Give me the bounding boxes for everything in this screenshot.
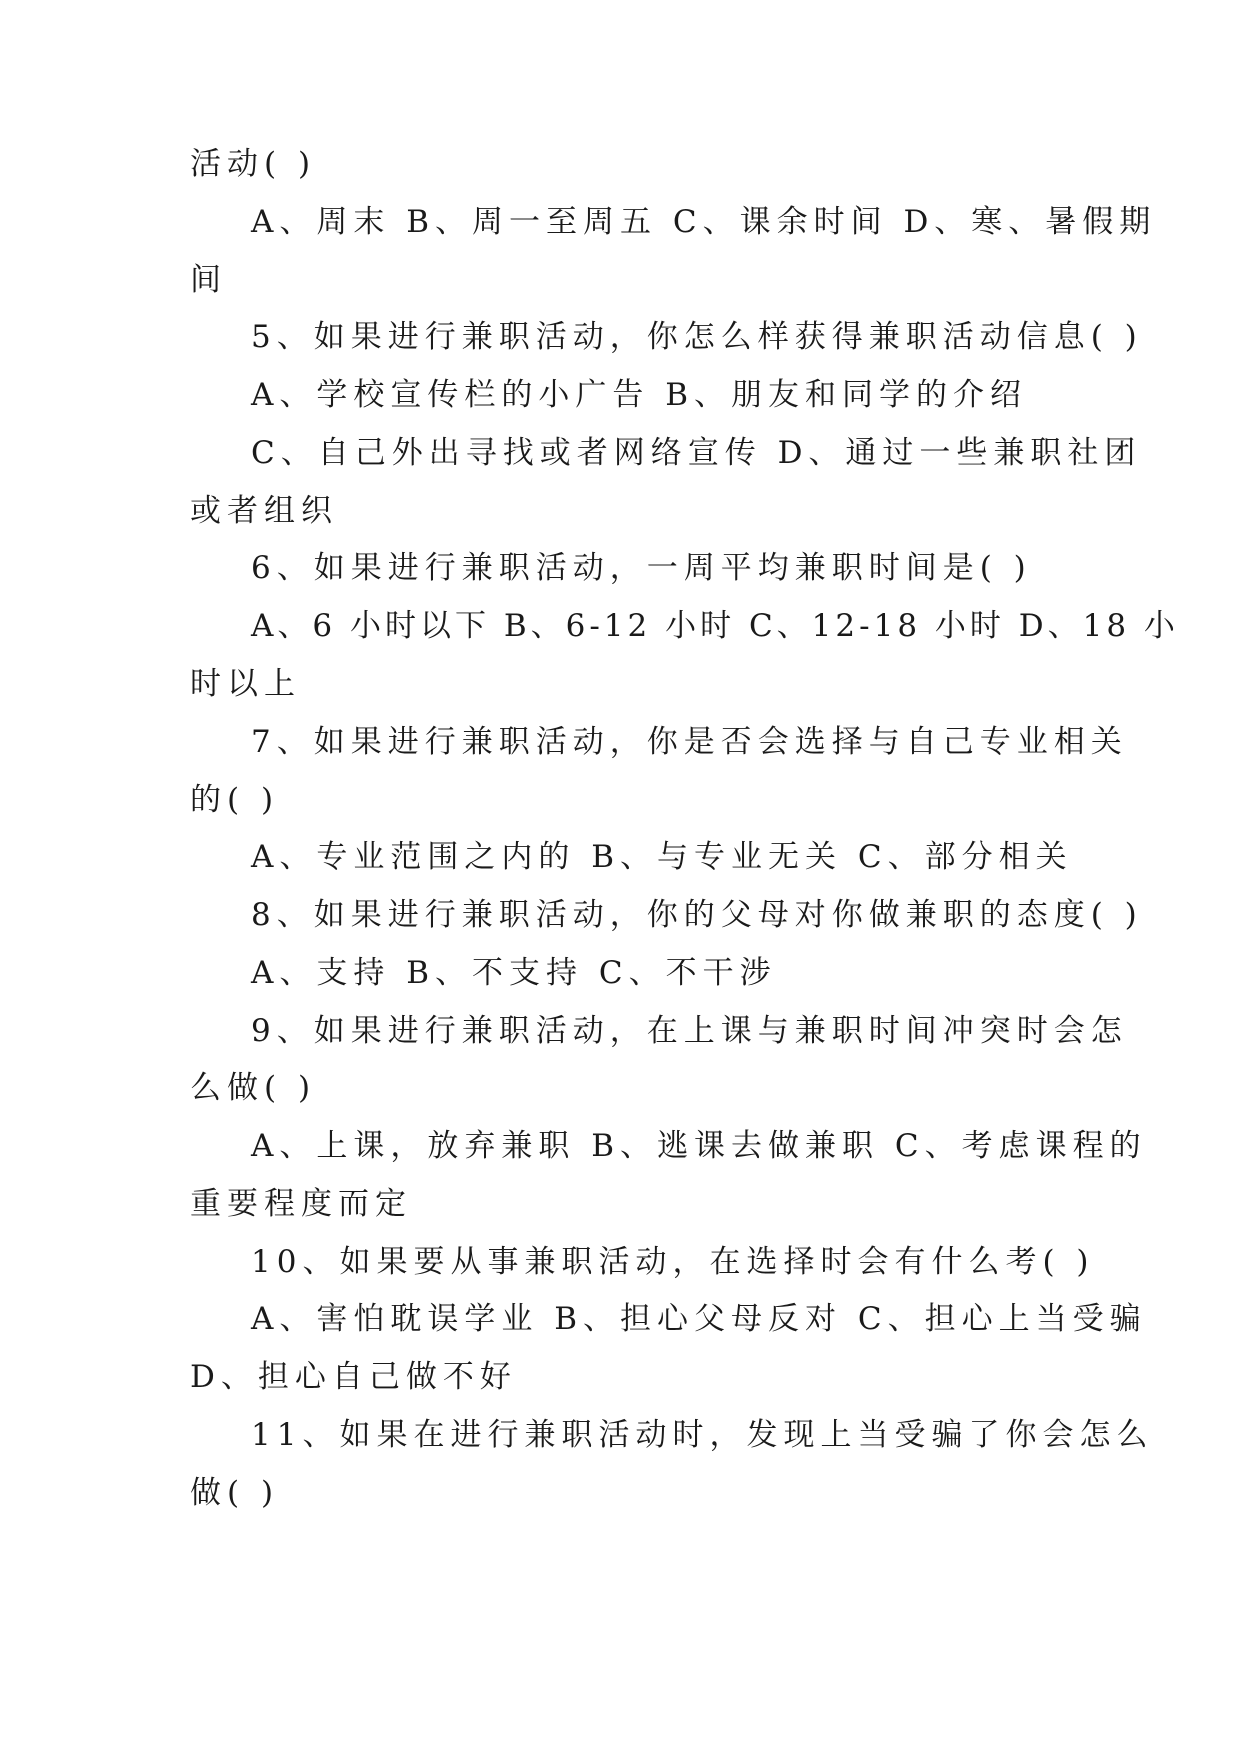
text-line: 活动( ) — [190, 146, 317, 182]
text-line: 间 — [190, 262, 227, 298]
text-line: A、周末 B、周一至周五 C、课余时间 D、寒、暑假期 — [251, 204, 1157, 240]
text-line: 7、如果进行兼职活动，你是否会选择与自己专业相关 — [251, 724, 1128, 760]
text-line: A、专业范围之内的 B、与专业无关 C、部分相关 — [251, 839, 1073, 875]
text-line: 11、如果在进行兼职活动时，发现上当受骗了你会怎么 — [251, 1417, 1154, 1453]
text-line: A、上课，放弃兼职 B、逃课去做兼职 C、考虑课程的 — [251, 1128, 1147, 1164]
text-line: 8、如果进行兼职活动，你的父母对你做兼职的态度( ) — [251, 897, 1143, 933]
text-line: 的( ) — [190, 782, 280, 818]
text-line: A、学校宣传栏的小广告 B、朋友和同学的介绍 — [251, 377, 1028, 413]
text-line: 10、如果要从事兼职活动，在选择时会有什么考( ) — [251, 1244, 1095, 1280]
text-line: A、支持 B、不支持 C、不干涉 — [251, 955, 777, 991]
text-line: 5、如果进行兼职活动，你怎么样获得兼职活动信息( ) — [251, 319, 1143, 355]
text-line: A、害怕耽误学业 B、担心父母反对 C、担心上当受骗 — [251, 1301, 1147, 1337]
text-line: 6、如果进行兼职活动，一周平均兼职时间是( ) — [251, 550, 1032, 586]
text-line: 9、如果进行兼职活动，在上课与兼职时间冲突时会怎 — [251, 1013, 1128, 1049]
text-line: 做( ) — [190, 1475, 280, 1511]
text-line: 么做( ) — [190, 1070, 317, 1106]
text-line: C、自己外出寻找或者网络宣传 D、通过一些兼职社团 — [251, 435, 1142, 471]
text-line: 时以上 — [190, 666, 301, 702]
text-line: D、担心自己做不好 — [190, 1359, 517, 1395]
text-line: A、6 小时以下 B、6-12 小时 C、12-18 小时 D、18 小 — [251, 608, 1179, 644]
text-line: 重要程度而定 — [190, 1186, 412, 1222]
text-line: 或者组织 — [190, 493, 338, 529]
